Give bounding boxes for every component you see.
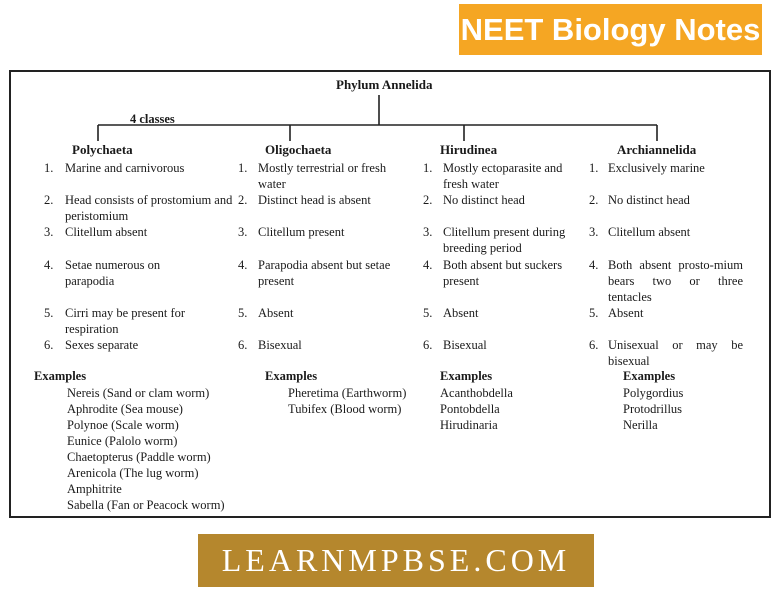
point-number: 2. bbox=[238, 193, 248, 207]
example-item: Hirudinaria bbox=[440, 418, 498, 432]
point-number: 1. bbox=[44, 161, 54, 175]
site-watermark-banner: LEARNMPBSE.COM bbox=[198, 534, 594, 587]
example-item: Tubifex (Blood worm) bbox=[288, 402, 402, 416]
example-item: Protodrillus bbox=[623, 402, 683, 416]
example-item: Nereis (Sand or clam worm) bbox=[67, 386, 210, 400]
example-item: Chaetopterus (Paddle worm) bbox=[67, 450, 211, 464]
class-heading-polychaeta: Polychaeta bbox=[72, 142, 133, 157]
example-item: Nerilla bbox=[623, 418, 658, 432]
examples-heading: Examples bbox=[265, 369, 318, 383]
point-number: 6. bbox=[589, 338, 599, 352]
class-heading-hirudinea: Hirudinea bbox=[440, 142, 498, 157]
class-heading-archiannelida: Archiannelida bbox=[617, 142, 697, 157]
examples-heading: Examples bbox=[440, 369, 493, 383]
point-number: 6. bbox=[423, 338, 433, 352]
example-item: Aphrodite (Sea mouse) bbox=[67, 402, 183, 416]
point-number: 3. bbox=[44, 225, 54, 239]
point-number: 1. bbox=[589, 161, 599, 175]
point-text: Bisexual bbox=[443, 338, 487, 352]
point-number: 6. bbox=[238, 338, 248, 352]
point-number: 3. bbox=[238, 225, 248, 239]
point-number: 4. bbox=[44, 258, 54, 272]
examples-heading: Examples bbox=[623, 369, 676, 383]
classes-label: 4 classes bbox=[130, 112, 175, 126]
point-text: Absent bbox=[608, 306, 644, 320]
chart-title: Phylum Annelida bbox=[336, 77, 433, 92]
point-number: 5. bbox=[44, 306, 54, 320]
example-item: Pheretima (Earthworm) bbox=[288, 386, 407, 400]
point-text: Clitellum absent bbox=[608, 225, 691, 239]
point-text: Clitellum present during breeding period bbox=[443, 225, 566, 255]
point-text: Absent bbox=[443, 306, 479, 320]
point-text: Both absent prosto-mium bears two or three tentacles bbox=[608, 258, 743, 304]
example-item: Eunice (Palolo worm) bbox=[67, 434, 178, 448]
point-number: 1. bbox=[423, 161, 433, 175]
example-item: Acanthobdella bbox=[440, 386, 513, 400]
point-text: Unisexual or may be bisexual bbox=[608, 338, 743, 368]
point-text: Clitellum absent bbox=[65, 225, 148, 239]
example-item: Pontobdella bbox=[440, 402, 500, 416]
examples-heading: Examples bbox=[34, 369, 87, 383]
point-number: 2. bbox=[589, 193, 599, 207]
point-number: 4. bbox=[238, 258, 248, 272]
point-number: 5. bbox=[589, 306, 599, 320]
point-text: Setae numerous on parapodia bbox=[65, 258, 161, 288]
example-item: Sabella (Fan or Peacock worm) bbox=[67, 498, 225, 512]
example-item: Amphitrite bbox=[67, 482, 122, 496]
point-number: 4. bbox=[589, 258, 599, 272]
point-number: 3. bbox=[423, 225, 433, 239]
point-text: No distinct head bbox=[608, 193, 690, 207]
point-number: 6. bbox=[44, 338, 54, 352]
point-number: 2. bbox=[423, 193, 433, 207]
point-number: 2. bbox=[44, 193, 54, 207]
example-item: Polynoe (Scale worm) bbox=[67, 418, 179, 432]
example-item: Polygordius bbox=[623, 386, 684, 400]
point-text: Bisexual bbox=[258, 338, 302, 352]
point-text: Sexes separate bbox=[65, 338, 139, 352]
point-text: Absent bbox=[258, 306, 294, 320]
point-text: Clitellum present bbox=[258, 225, 345, 239]
point-text: No distinct head bbox=[443, 193, 525, 207]
point-text: Mostly terrestrial or fresh water bbox=[258, 161, 387, 191]
point-text: Mostly ectoparasite and fresh water bbox=[443, 161, 563, 191]
point-text: Parapodia absent but setae present bbox=[258, 258, 391, 288]
point-text: Head consists of prostomium and peristomium bbox=[65, 193, 233, 223]
example-item: Arenicola (The lug worm) bbox=[67, 466, 199, 480]
point-number: 3. bbox=[589, 225, 599, 239]
point-text: Marine and carnivorous bbox=[65, 161, 185, 175]
point-number: 1. bbox=[238, 161, 248, 175]
site-badge: NEET Biology Notes bbox=[459, 4, 762, 55]
class-heading-oligochaeta: Oligochaeta bbox=[265, 142, 332, 157]
point-text: Cirri may be present for respiration bbox=[65, 306, 186, 336]
point-number: 4. bbox=[423, 258, 433, 272]
point-number: 5. bbox=[423, 306, 433, 320]
point-text: Distinct head is absent bbox=[258, 193, 371, 207]
point-number: 5. bbox=[238, 306, 248, 320]
point-text: Exclusively marine bbox=[608, 161, 705, 175]
point-text: Both absent but suckers present bbox=[443, 258, 563, 288]
